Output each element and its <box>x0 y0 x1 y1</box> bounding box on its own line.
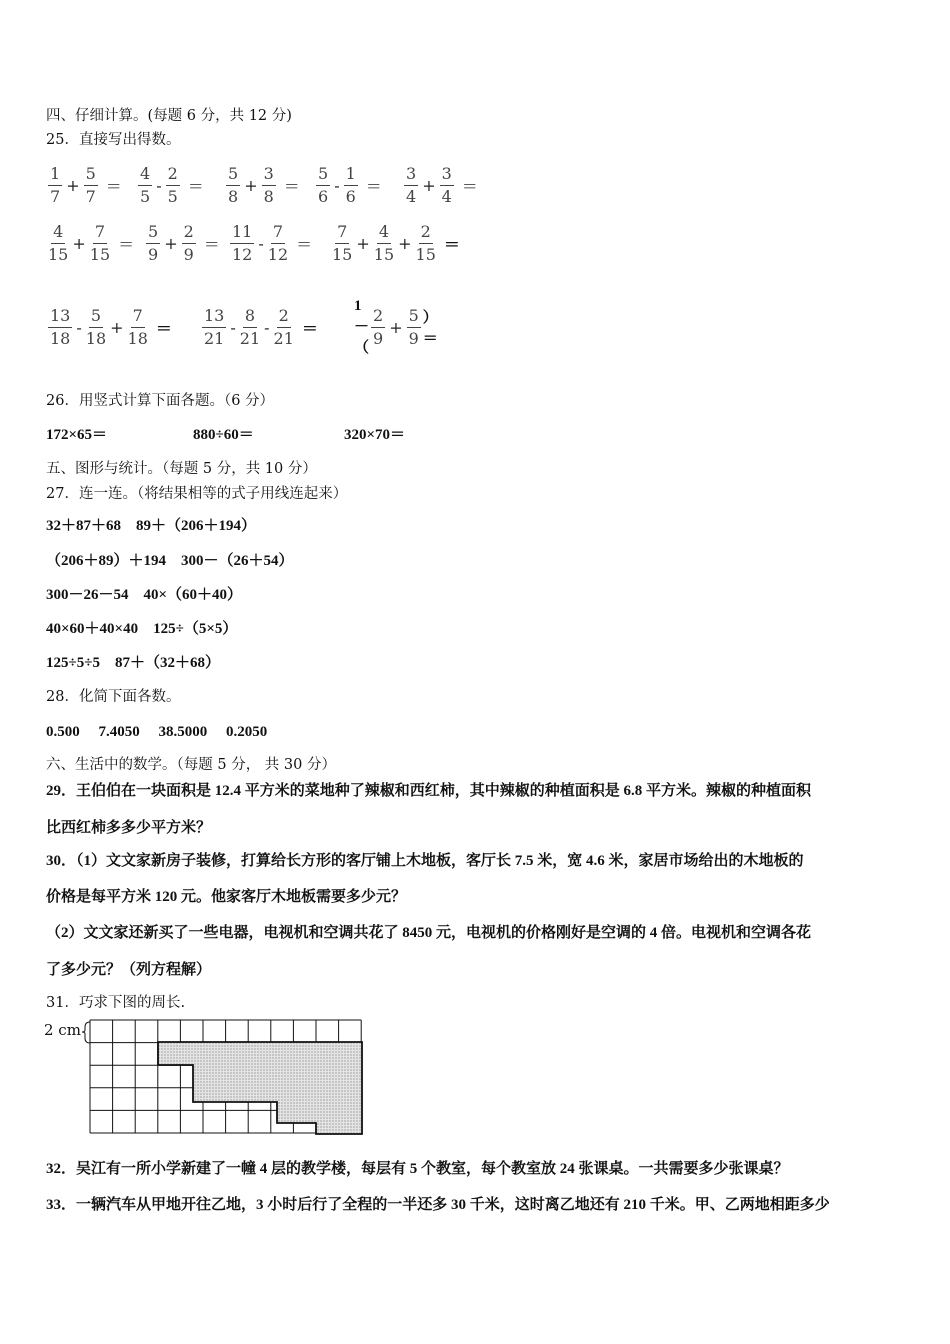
fraction: $\frac{2}{21}$ <box>273 305 294 348</box>
expr-2-3: $\frac{11}{12}$ - $\frac{7}{12}$ ＝ <box>232 221 313 264</box>
q27-line-2: （206＋89）＋194 300－（26＋54） <box>46 553 294 569</box>
question-30-line-1: 30．（1）文文家新房子装修，打算给长方形的客厅铺上木地板，客厅长 7.5 米，宽 4.6 米，家居市场给出的木地板的 <box>46 853 804 869</box>
fraction: $\frac{5}{9}$ <box>408 305 419 348</box>
expr-1-1: $\frac{1}{7}$ + $\frac{5}{7}$ ＝ <box>50 163 122 206</box>
fraction: $\frac{3}{4}$ <box>406 163 417 206</box>
fraction: $\frac{4}{5}$ <box>140 163 151 206</box>
fraction: $\frac{5}{18}$ <box>85 305 107 348</box>
fraction: $\frac{2}{9}$ <box>373 305 384 348</box>
question-27: 27．连一连。（将结果相等的式子用线连起来） <box>46 486 348 502</box>
fraction: $\frac{7}{18}$ <box>127 305 148 348</box>
perimeter-grid-figure <box>44 1018 374 1138</box>
question-30-line-3: （2）文文家还新买了一些电器，电视机和空调共花了 8450 元，电视机的价格刚好是空调的 4 倍。电视机和空调各花 <box>46 925 812 941</box>
section-6-heading: 六、生活中的数学。（每题 5 分， 共 30 分） <box>46 757 336 773</box>
question-25: 25．直接写出得数。 <box>46 132 181 148</box>
fraction: $\frac{13}{18}$ <box>50 305 71 348</box>
fraction: $\frac{4}{15}$ <box>48 221 69 264</box>
expr-3-3: 1－（ $\frac{2}{9}$ + $\frac{5}{9}$ ）＝ <box>354 297 438 356</box>
expr-1-4: $\frac{5}{6}$ - $\frac{1}{6}$ ＝ <box>318 163 382 206</box>
fraction: $\frac{5}{8}$ <box>228 163 239 206</box>
fraction: $\frac{4}{15}$ <box>373 221 395 264</box>
q27-line-5: 125÷5÷5 87＋（32＋68） <box>46 655 220 671</box>
fraction: $\frac{7}{12}$ <box>267 221 289 264</box>
q27-line-4: 40×60＋40×40 125÷（5×5） <box>46 621 238 637</box>
expr-3-2: $\frac{13}{21}$ - $\frac{8}{21}$ - $\frac{2}{21}$ ＝ <box>204 305 318 348</box>
fraction: $\frac{2}{5}$ <box>167 163 178 206</box>
question-29-line-2: 比西红柿多多少平方米？ <box>46 820 212 836</box>
fraction: $\frac{7}{15}$ <box>89 221 111 264</box>
fraction: $\frac{5}{9}$ <box>148 221 159 264</box>
q26-item-2: 880÷60＝ <box>193 427 254 443</box>
question-30-line-4: 了多少元？（列方程解） <box>46 962 212 978</box>
expr-2-1: $\frac{4}{15}$ + $\frac{7}{15}$ ＝ <box>48 221 135 264</box>
question-29-line-1: 29．王伯伯在一块面积是 12.4 平方米的菜地种了辣椒和西红柿，其中辣椒的种植面积是 6.8 平方米。辣椒的种植面积 <box>46 783 812 799</box>
fraction: $\frac{8}{21}$ <box>239 305 261 348</box>
question-26: 26．用竖式计算下面各题。（6 分） <box>46 393 275 409</box>
fraction: $\frac{1}{6}$ <box>345 163 356 206</box>
expr-1-3: $\frac{5}{8}$ + $\frac{3}{8}$ ＝ <box>228 163 300 206</box>
fraction: $\frac{2}{9}$ <box>183 221 194 264</box>
fraction: $\frac{2}{15}$ <box>415 221 436 264</box>
expr-2-4: $\frac{7}{15}$ + $\frac{4}{15}$ + $\frac{2}{15}$ ＝ <box>332 221 460 264</box>
expr-1-5: $\frac{3}{4}$ + $\frac{3}{4}$ ＝ <box>406 163 478 206</box>
fraction: $\frac{5}{6}$ <box>318 163 329 206</box>
grid-scale-label: 2 cm <box>44 1021 81 1039</box>
expr-1-2: $\frac{4}{5}$ - $\frac{2}{5}$ ＝ <box>140 163 204 206</box>
expr-3-1: $\frac{13}{18}$ - $\frac{5}{18}$ + $\frac{7}{18}$ ＝ <box>50 305 172 348</box>
q26-item-3: 320×70＝ <box>344 427 406 443</box>
q28-items: 0.500 7.4050 38.5000 0.2050 <box>46 724 268 740</box>
question-28: 28．化简下面各数。 <box>46 689 181 705</box>
q26-item-1: 172×65＝ <box>46 427 108 443</box>
fraction: $\frac{5}{7}$ <box>85 163 96 206</box>
expr-2-2: $\frac{5}{9}$ + $\frac{2}{9}$ ＝ <box>148 221 220 264</box>
fraction: $\frac{7}{15}$ <box>332 221 353 264</box>
fraction: $\frac{11}{12}$ <box>232 221 253 264</box>
q27-line-3: 300－26－54 40×（60＋40） <box>46 587 243 603</box>
section-5-heading: 五、图形与统计。（每题 5 分，共 10 分） <box>46 461 317 477</box>
fraction: $\frac{13}{21}$ <box>204 305 225 348</box>
scale-brace-icon <box>82 1022 90 1043</box>
fraction: $\frac{3}{8}$ <box>263 163 274 206</box>
section-4-heading: 四、仔细计算。(每题 6 分，共 12 分) <box>46 108 292 124</box>
question-32: 32．吴江有一所小学新建了一幢 4 层的教学楼，每层有 5 个教室，每个教室放 24 张课桌。一共需要多少张课桌？ <box>46 1161 789 1177</box>
question-31: 31．巧求下图的周长. <box>46 995 186 1011</box>
q27-line-1: 32＋87＋68 89＋（206＋194） <box>46 518 257 534</box>
fraction: $\frac{3}{4}$ <box>441 163 452 206</box>
fraction: $\frac{1}{7}$ <box>50 163 61 206</box>
question-33: 33．一辆汽车从甲地开往乙地，3 小时后行了全程的一半还多 30 千米，这时离乙地还有 210 千米。甲、乙两地相距多少 <box>46 1197 830 1213</box>
question-30-line-2: 价格是每平方米 120 元。他家客厅木地板需要多少元？ <box>46 889 407 905</box>
